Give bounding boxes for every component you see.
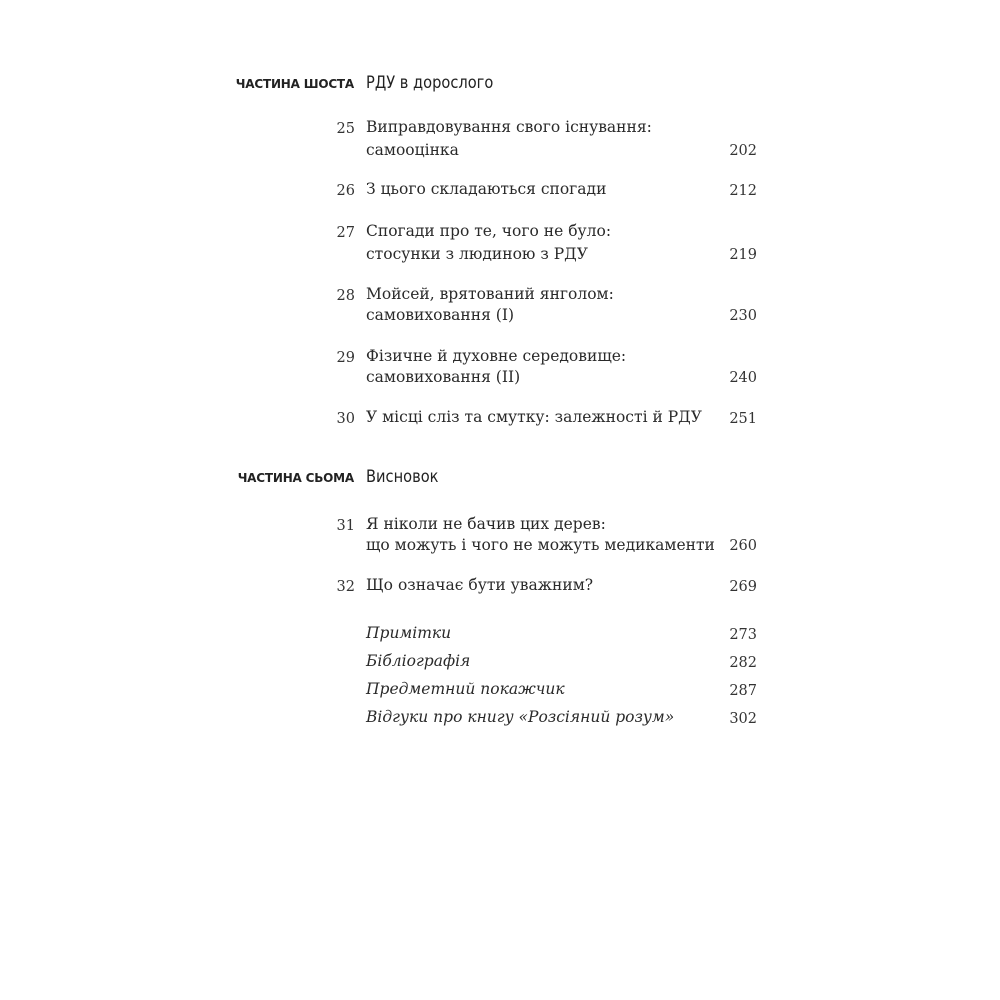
- chapter-title-line: самооцінка: [366, 141, 459, 159]
- back-matter-title: Бібліографія: [366, 652, 471, 670]
- chapter-number: 26: [336, 183, 355, 199]
- chapter-number: 25: [336, 121, 355, 137]
- chapter-page-number: 230: [729, 308, 757, 324]
- chapter-page-number: 240: [729, 370, 757, 386]
- chapter-number: 28: [336, 288, 355, 304]
- chapter-title-line: Я ніколи не бачив цих дерев:: [366, 515, 606, 533]
- back-matter-title: Предметний покажчик: [366, 680, 565, 698]
- chapter-title-line: самовиховання (I): [366, 306, 514, 324]
- chapter-page-number: 260: [729, 538, 757, 554]
- chapter-title-line: Що означає бути уважним?: [366, 576, 594, 594]
- chapter-title-line: що можуть і чого не можуть медикаменти: [366, 536, 715, 554]
- chapter-number: 31: [336, 518, 355, 534]
- chapter-number: 32: [336, 579, 355, 595]
- chapter-title-line: Спогади про те, чого не було:: [366, 222, 612, 240]
- chapter-title-line: стосунки з людиною з РДУ: [366, 245, 588, 263]
- chapter-page-number: 219: [729, 247, 757, 263]
- back-matter-page-number: 273: [729, 627, 757, 643]
- chapter-page-number: 212: [729, 183, 757, 199]
- part-six-label: ЧАСТИНА ШОСТА: [235, 77, 354, 91]
- chapter-page-number: 202: [729, 143, 757, 159]
- chapter-number: 30: [336, 411, 355, 427]
- back-matter-page-number: 282: [729, 655, 757, 671]
- chapter-title-line: Мойсей, врятований янголом:: [366, 285, 614, 303]
- chapter-page-number: 269: [729, 579, 757, 595]
- chapter-title-line: самовиховання (II): [366, 368, 521, 386]
- chapter-title-line: З цього складаються спогади: [366, 180, 607, 198]
- chapter-title-line: Виправдовування свого існування:: [366, 118, 652, 136]
- part-six-title: РДУ в дорослого: [366, 73, 494, 93]
- part-seven-title: Висновок: [366, 467, 439, 487]
- back-matter-page-number: 287: [729, 683, 757, 699]
- back-matter-page-number: 302: [729, 711, 757, 727]
- chapter-title-line: У місці сліз та смутку: залежності й РДУ: [366, 408, 702, 426]
- back-matter-title: Примітки: [366, 624, 452, 642]
- chapter-page-number: 251: [729, 411, 757, 427]
- chapter-number: 29: [336, 350, 355, 366]
- back-matter-title: Відгуки про книгу «Розсіяний розум»: [366, 708, 675, 726]
- part-seven-label: ЧАСТИНА СЬОМА: [237, 471, 354, 485]
- chapter-number: 27: [336, 225, 355, 241]
- chapter-title-line: Фізичне й духовне середовище:: [366, 347, 627, 365]
